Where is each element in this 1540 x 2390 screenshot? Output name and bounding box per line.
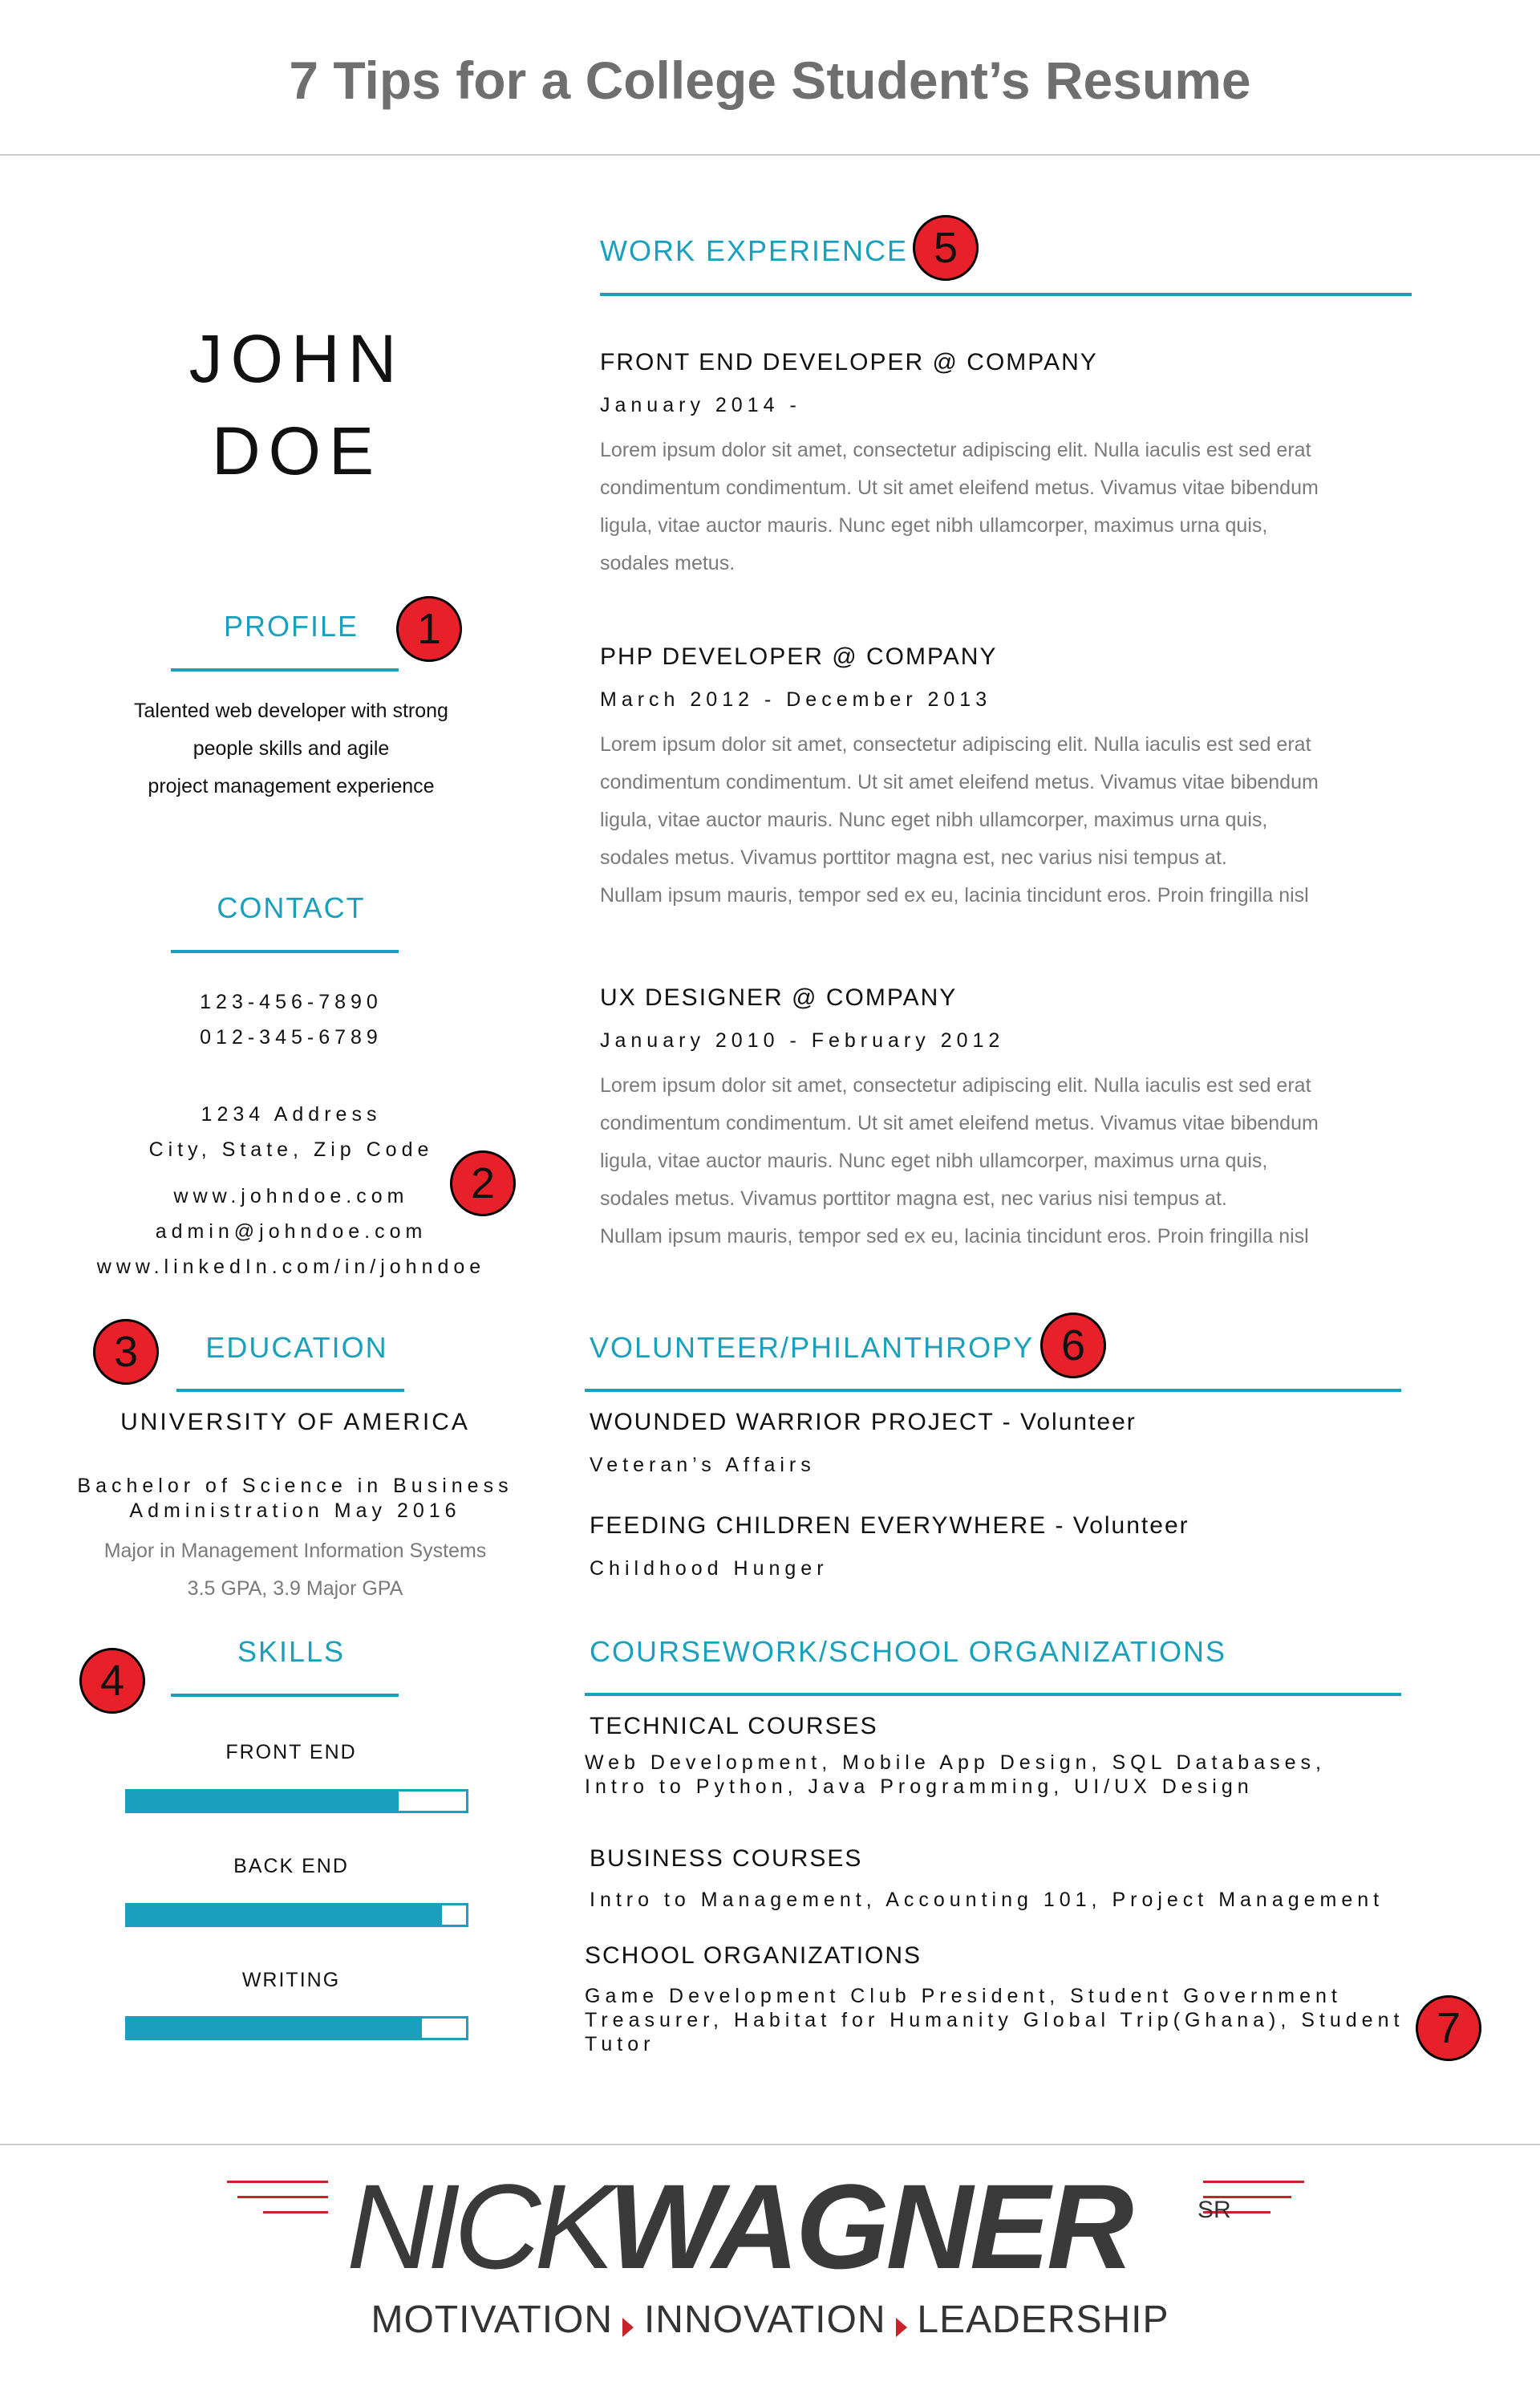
skills-heading: SKILLS — [237, 1635, 346, 1668]
volunteer-subtitle: Veteran’s Affairs — [590, 1454, 816, 1476]
profile-line-3: project management experience — [148, 775, 435, 797]
school-organizations-title: SCHOOL ORGANIZATIONS — [585, 1942, 922, 1969]
skill-bar-fill — [128, 1905, 442, 1925]
tagline-motivation: MOTIVATION — [371, 2299, 614, 2341]
job-description-line: sodales metus. Vivamus porttitor magna est, nec varius nisi tempus at. — [600, 846, 1227, 869]
name-last: DOE — [211, 413, 383, 489]
school-organizations-line-1: Game Development Club President, Student Government — [585, 1985, 1342, 2007]
skill-bar-fill — [128, 1791, 399, 1811]
job-date: March 2012 - December 2013 — [600, 688, 992, 711]
brand-tagline — [0, 2298, 1540, 2342]
profile-line-1: Talented web developer with strong — [134, 700, 448, 722]
contact-address-2: City, State, Zip Code — [148, 1138, 434, 1161]
job-description-line: sodales metus. — [600, 552, 736, 574]
job-description — [600, 432, 1402, 582]
tip-badge-5: 5 — [913, 215, 979, 281]
volunteer-heading: VOLUNTEER/PHILANTHROPY — [590, 1331, 1035, 1364]
page-title: 7 Tips for a College Student’s Resume — [289, 51, 1251, 110]
job-description-line: Lorem ipsum dolor sit amet, consectetur adipiscing elit. Nulla iaculis est sed erat — [600, 439, 1311, 461]
contact-website[interactable]: www.johndoe.com — [173, 1185, 409, 1207]
job-description-line: Nullam ipsum mauris, tempor sed ex eu, lacinia tincidunt eros. Proin fringilla nisl — [600, 1225, 1309, 1248]
contact-address-1: 1234 Address — [201, 1103, 382, 1126]
job-description — [600, 1067, 1402, 1256]
skill-label: WRITING — [241, 1969, 341, 1991]
profile-line-2: people skills and agile — [192, 737, 390, 760]
technical-courses-line-1: Web Development, Mobile App Design, SQL Databases, — [585, 1751, 1326, 1774]
school-organizations-line-3: Tutor — [585, 2033, 655, 2055]
skill-bar-fill — [128, 2019, 422, 2038]
skill-label: BACK END — [233, 1855, 349, 1877]
job-date: January 2010 - February 2012 — [600, 1029, 1005, 1052]
tip-badge-1: 1 — [396, 596, 462, 662]
business-courses-line: Intro to Management, Accounting 101, Project Management — [590, 1889, 1384, 1911]
volunteer-title: WOUNDED WARRIOR PROJECT - Volunteer — [590, 1409, 1137, 1435]
contact-phone-1: 123-456-7890 — [200, 991, 383, 1013]
contact-heading: CONTACT — [217, 891, 366, 924]
speed-line — [227, 2181, 328, 2183]
technical-courses-title: TECHNICAL COURSES — [590, 1713, 878, 1739]
education-degree-line-1: Bachelor of Science in Business — [77, 1475, 513, 1497]
tagline-innovation: INNOVATION — [643, 2299, 886, 2341]
coursework-heading: COURSEWORK/SCHOOL ORGANIZATIONS — [590, 1635, 1227, 1668]
job-description-line: Lorem ipsum dolor sit amet, consectetur adipiscing elit. Nulla iaculis est sed erat — [600, 1074, 1311, 1097]
tip-badge-6: 6 — [1040, 1313, 1106, 1378]
volunteer-title: FEEDING CHILDREN EVERYWHERE - Volunteer — [590, 1512, 1189, 1539]
profile-underline — [171, 668, 399, 672]
contact-email[interactable]: admin@johndoe.com — [155, 1220, 428, 1243]
job-description-line: condimentum condimentum. Ut sit amet eleifend metus. Vivamus vitae bibendum — [600, 477, 1319, 499]
tagline-leadership: LEADERSHIP — [917, 2299, 1169, 2341]
volunteer-underline — [585, 1389, 1401, 1392]
job-title: UX DESIGNER @ COMPANY — [600, 984, 958, 1011]
job-title: PHP DEVELOPER @ COMPANY — [600, 643, 998, 670]
education-major: Major in Management Information Systems — [103, 1540, 487, 1562]
work-underline — [600, 293, 1412, 296]
skill-bar — [125, 1903, 468, 1927]
tagline-arrow-icon — [896, 2318, 907, 2337]
speed-line — [1203, 2181, 1304, 2183]
coursework-underline — [585, 1693, 1401, 1696]
footer-divider — [0, 2144, 1540, 2145]
brand-logo-light: NICK — [346, 2159, 609, 2294]
brand-logo-bold: WAGNER — [608, 2159, 1131, 2294]
skills-underline — [171, 1694, 399, 1697]
education-school: UNIVERSITY OF AMERICA — [120, 1409, 470, 1435]
job-description-line: condimentum condimentum. Ut sit amet eleifend metus. Vivamus vitae bibendum — [600, 1112, 1319, 1134]
name-first: JOHN — [188, 321, 405, 396]
tip-badge-2: 2 — [450, 1150, 516, 1216]
contact-phone-2: 012-345-6789 — [200, 1026, 383, 1049]
education-degree-line-2: Administration May 2016 — [129, 1499, 461, 1522]
job-description-line: Lorem ipsum dolor sit amet, consectetur adipiscing elit. Nulla iaculis est sed erat — [600, 733, 1311, 756]
header-divider — [0, 154, 1540, 156]
volunteer-subtitle: Childhood Hunger — [590, 1557, 829, 1580]
profile-heading: PROFILE — [223, 610, 359, 643]
job-date: January 2014 - — [600, 394, 801, 416]
work-heading: WORK EXPERIENCE — [600, 234, 909, 267]
skill-bar — [125, 2016, 468, 2040]
education-gpa: 3.5 GPA, 3.9 Major GPA — [187, 1577, 403, 1600]
skill-label: FRONT END — [225, 1741, 357, 1763]
job-description-line: ligula, vitae auctor mauris. Nunc eget nibh ullamcorper, maximus urna quis, — [600, 1150, 1268, 1172]
job-description-line: Nullam ipsum mauris, tempor sed ex eu, lacinia tincidunt eros. Proin fringilla nisl — [600, 884, 1309, 907]
tip-badge-4: 4 — [79, 1648, 145, 1714]
tagline-arrow-icon — [622, 2318, 634, 2337]
job-description-line: ligula, vitae auctor mauris. Nunc eget nibh ullamcorper, maximus urna quis, — [600, 809, 1268, 831]
brand-logo-sr: SR — [1198, 2197, 1231, 2223]
job-description — [600, 726, 1402, 915]
technical-courses-line-2: Intro to Python, Java Programming, UI/UX Design — [585, 1775, 1254, 1798]
school-organizations-line-2: Treasurer, Habitat for Humanity Global Trip(Ghana), Student — [585, 2009, 1404, 2031]
business-courses-title: BUSINESS COURSES — [590, 1845, 863, 1872]
job-title: FRONT END DEVELOPER @ COMPANY — [600, 349, 1098, 375]
contact-linkedin[interactable]: www.linkedIn.com/in/johndoe — [96, 1256, 486, 1278]
job-description-line: condimentum condimentum. Ut sit amet eleifend metus. Vivamus vitae bibendum — [600, 771, 1319, 793]
tip-badge-3: 3 — [93, 1319, 159, 1385]
contact-underline — [171, 950, 399, 953]
education-underline — [176, 1389, 404, 1392]
job-description-line: ligula, vitae auctor mauris. Nunc eget nibh ullamcorper, maximus urna quis, — [600, 514, 1268, 537]
brand-logo — [346, 2159, 1131, 2294]
education-heading: EDUCATION — [205, 1331, 388, 1364]
job-description-line: sodales metus. Vivamus porttitor magna est, nec varius nisi tempus at. — [600, 1187, 1227, 1210]
tip-badge-7: 7 — [1416, 1995, 1481, 2061]
speed-line — [237, 2196, 328, 2198]
skill-bar — [125, 1789, 468, 1813]
speed-line — [263, 2211, 328, 2213]
